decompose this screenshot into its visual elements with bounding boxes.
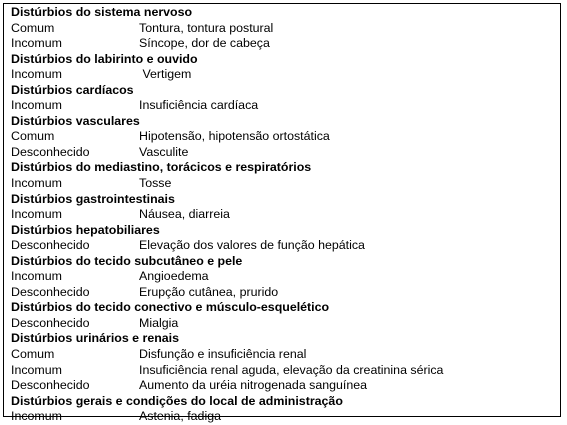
frequency-cell: Desconhecido [11, 284, 90, 299]
adverse-reactions-table [3, 3, 561, 424]
effect-cell: Insuficiência cardíaca [139, 98, 259, 113]
effect-cell: Angioedema [139, 269, 209, 284]
table-row [11, 316, 560, 332]
section-heading: Distúrbios urinários e renais [11, 331, 180, 346]
section-general [11, 394, 560, 425]
frequency-cell: Desconhecido [11, 238, 90, 253]
effect-cell: Vertigem [139, 67, 192, 82]
section-respiratory [11, 160, 560, 191]
effect-cell: Elevação dos valores de função hepática [139, 238, 365, 253]
effect-cell: Astenia, fadiga [139, 409, 221, 424]
section-cardiac [11, 83, 560, 114]
frequency-cell: Incomum [11, 207, 62, 222]
frequency-cell: Desconhecido [11, 315, 90, 330]
section-vascular [11, 114, 560, 161]
section-skin [11, 254, 560, 301]
section-heading: Distúrbios cardíacos [11, 82, 134, 97]
table-row [11, 269, 560, 285]
frequency-cell: Incomum [11, 362, 62, 377]
section-hepatobiliary [11, 223, 560, 254]
section-heading: Distúrbios gastrointestinais [11, 191, 175, 206]
section-heading: Distúrbios do mediastino, torácicos e respiratórios [11, 160, 312, 175]
section-heading: Distúrbios do sistema nervoso [11, 5, 193, 19]
table-row [11, 36, 560, 52]
table-row [11, 238, 560, 254]
frequency-cell: Incomum [11, 36, 62, 51]
table-row [11, 98, 560, 114]
frequency-cell: Comum [11, 347, 55, 362]
effect-cell: Mialgia [139, 315, 179, 330]
section-musculoskeletal [11, 300, 560, 331]
frequency-cell: Incomum [11, 67, 62, 82]
section-heading: Distúrbios do labirinto e ouvido [11, 51, 198, 66]
table-row [11, 67, 560, 83]
frequency-cell: Incomum [11, 269, 62, 284]
frequency-cell: Comum [11, 20, 55, 35]
section-renal [11, 331, 560, 393]
table-row [11, 207, 560, 223]
table-row [11, 285, 560, 301]
frequency-cell: Desconhecido [11, 144, 90, 159]
table-row [11, 378, 560, 394]
effect-cell: Erupção cutânea, prurido [139, 284, 279, 299]
frequency-cell: Incomum [11, 98, 62, 113]
frequency-cell: Incomum [11, 409, 62, 424]
section-heading: Distúrbios hepatobiliares [11, 222, 160, 237]
effect-cell: Vasculite [139, 144, 189, 159]
effect-cell: Tontura, tontura postural [139, 20, 274, 35]
effect-cell: Disfunção e insuficiência renal [139, 347, 307, 362]
effect-cell: Tosse [139, 176, 172, 191]
frequency-cell: Comum [11, 129, 55, 144]
section-nervous-system [11, 5, 560, 52]
table-row [11, 129, 560, 145]
section-labyrinth-ear [11, 52, 560, 83]
effect-cell: Aumento da uréia nitrogenada sanguínea [139, 378, 368, 393]
effect-cell: Hipotensão, hipotensão ortostática [139, 129, 330, 144]
effect-cell: Síncope, dor de cabeça [139, 36, 270, 51]
section-heading: Distúrbios vasculares [11, 113, 140, 128]
effect-cell: Insuficiência renal aguda, elevação da creatinina sérica [139, 362, 444, 377]
frequency-cell: Desconhecido [11, 378, 90, 393]
section-heading: Distúrbios do tecido conectivo e músculo-esquelético [11, 300, 330, 315]
table-row [11, 363, 560, 379]
section-gastrointestinal [11, 192, 560, 223]
table-row [11, 21, 560, 37]
section-heading: Distúrbios gerais e condições do local de administração [11, 393, 343, 408]
table-row [11, 409, 560, 425]
table-row [11, 145, 560, 161]
frequency-cell: Incomum [11, 176, 62, 191]
table-row [11, 347, 560, 363]
table-row [11, 176, 560, 192]
section-heading: Distúrbios do tecido subcutâneo e pele [11, 253, 243, 268]
effect-cell: Náusea, diarreia [139, 207, 230, 222]
